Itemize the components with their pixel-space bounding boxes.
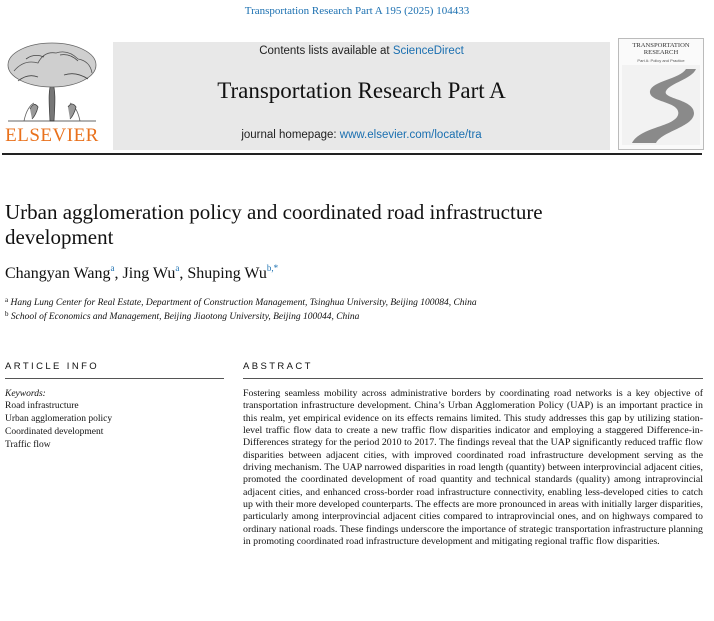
homepage-line: journal homepage: www.elsevier.com/locate/tra [241, 129, 482, 141]
keyword-item[interactable]: Coordinated development [5, 427, 104, 437]
article-info-heading: ARTICLE INFO [5, 361, 100, 372]
article-info-rule [5, 378, 224, 379]
contents-line: Contents lists available at ScienceDirect [259, 45, 464, 57]
masthead [0, 37, 714, 154]
sciencedirect-link[interactable]: ScienceDirect [392, 45, 464, 57]
affiliation-a: $^a$ Hang Lung Center for Real Estate, Department of Construction Management, Tsinghua University, Beijing 100084, China [5, 296, 477, 308]
author[interactable]: Changyan Wang$^a$, [5, 263, 123, 282]
road-cover-image [622, 65, 700, 145]
abstract-rule [243, 378, 703, 379]
keyword-item[interactable]: Urban agglomeration policy [5, 414, 113, 424]
keyword-item[interactable]: Road infrastructure [5, 401, 79, 411]
author[interactable]: Shuping $Wu^{b,*}$ [187, 263, 279, 282]
affiliation-b: $^b$ School of Economics and Management, Beijing Jiaotong University, Beijing 100044, China [5, 310, 360, 322]
author[interactable]: Jing Wu$^a$, [122, 263, 188, 282]
elsevier-tree-icon [4, 41, 100, 123]
keywords-label: Keywords: [5, 389, 46, 399]
article-title: Urban agglomeration policy and coordinated road infrastructure development [5, 200, 543, 249]
elsevier-wordmark: ELSEVIER [5, 125, 99, 146]
cover-title: TRANSPORTATION RESEARCH [632, 42, 690, 56]
elsevier-logo[interactable] [2, 37, 102, 147]
abstract-text: Fostering seamless mobility across administrative borders by coordinating road networks is a key objective of transportation infrastructure development. China’s Urban Agglomeration Policy (UAP) is an important practice in this realm, yet empirical evidence on its effects remains limited. This study addresses this gap by utilizing station-level traffic flow data to create a new traffic flow disparities indicator and employing a staggered Difference-in-Differences strategy for the period 2010 to 2017. The findings reveal that the UAP significantly reduced traffic flow disparities between adjacent cities, with improved coordinated road infrastructure development serving as the driving mechanism. The UAP narrowed disparities in road length (quantity) between interprovincial adjacent cities, promoted the coordinated development of road quantity and technical standards (quality) among intraprovincial adjacent cities, and enhanced cross-border road infrastructure connectivity, enabling less-developed cities to catch up with their more developed counterparts. The effects are more pronounced in areas with initially larger disparities, particularly among interprovincial adjacent cities compared to intraprovincial ones, and on highways compared to ordinary national roads. These findings underscore the importance of strategic transportation infrastructure planning in promoting coordinated road infrastructure development and mitigating regional traffic flow disparities. [243, 388, 703, 548]
homepage-link[interactable]: www.elsevier.com/locate/tra [339, 129, 482, 141]
journal-title[interactable]: Transportation Research Part A [217, 78, 506, 103]
author-list [5, 263, 278, 283]
journal-banner [113, 42, 610, 150]
journal-citation[interactable]: Transportation Research Part A 195 (2025) 104433 [244, 5, 470, 17]
abstract-heading: ABSTRACT [243, 361, 313, 372]
masthead-rule [2, 153, 702, 155]
cover-subtitle: Part A: Policy and Practice [637, 58, 685, 63]
keyword-item[interactable]: Traffic flow [5, 440, 51, 450]
journal-cover-thumbnail[interactable] [618, 38, 704, 150]
